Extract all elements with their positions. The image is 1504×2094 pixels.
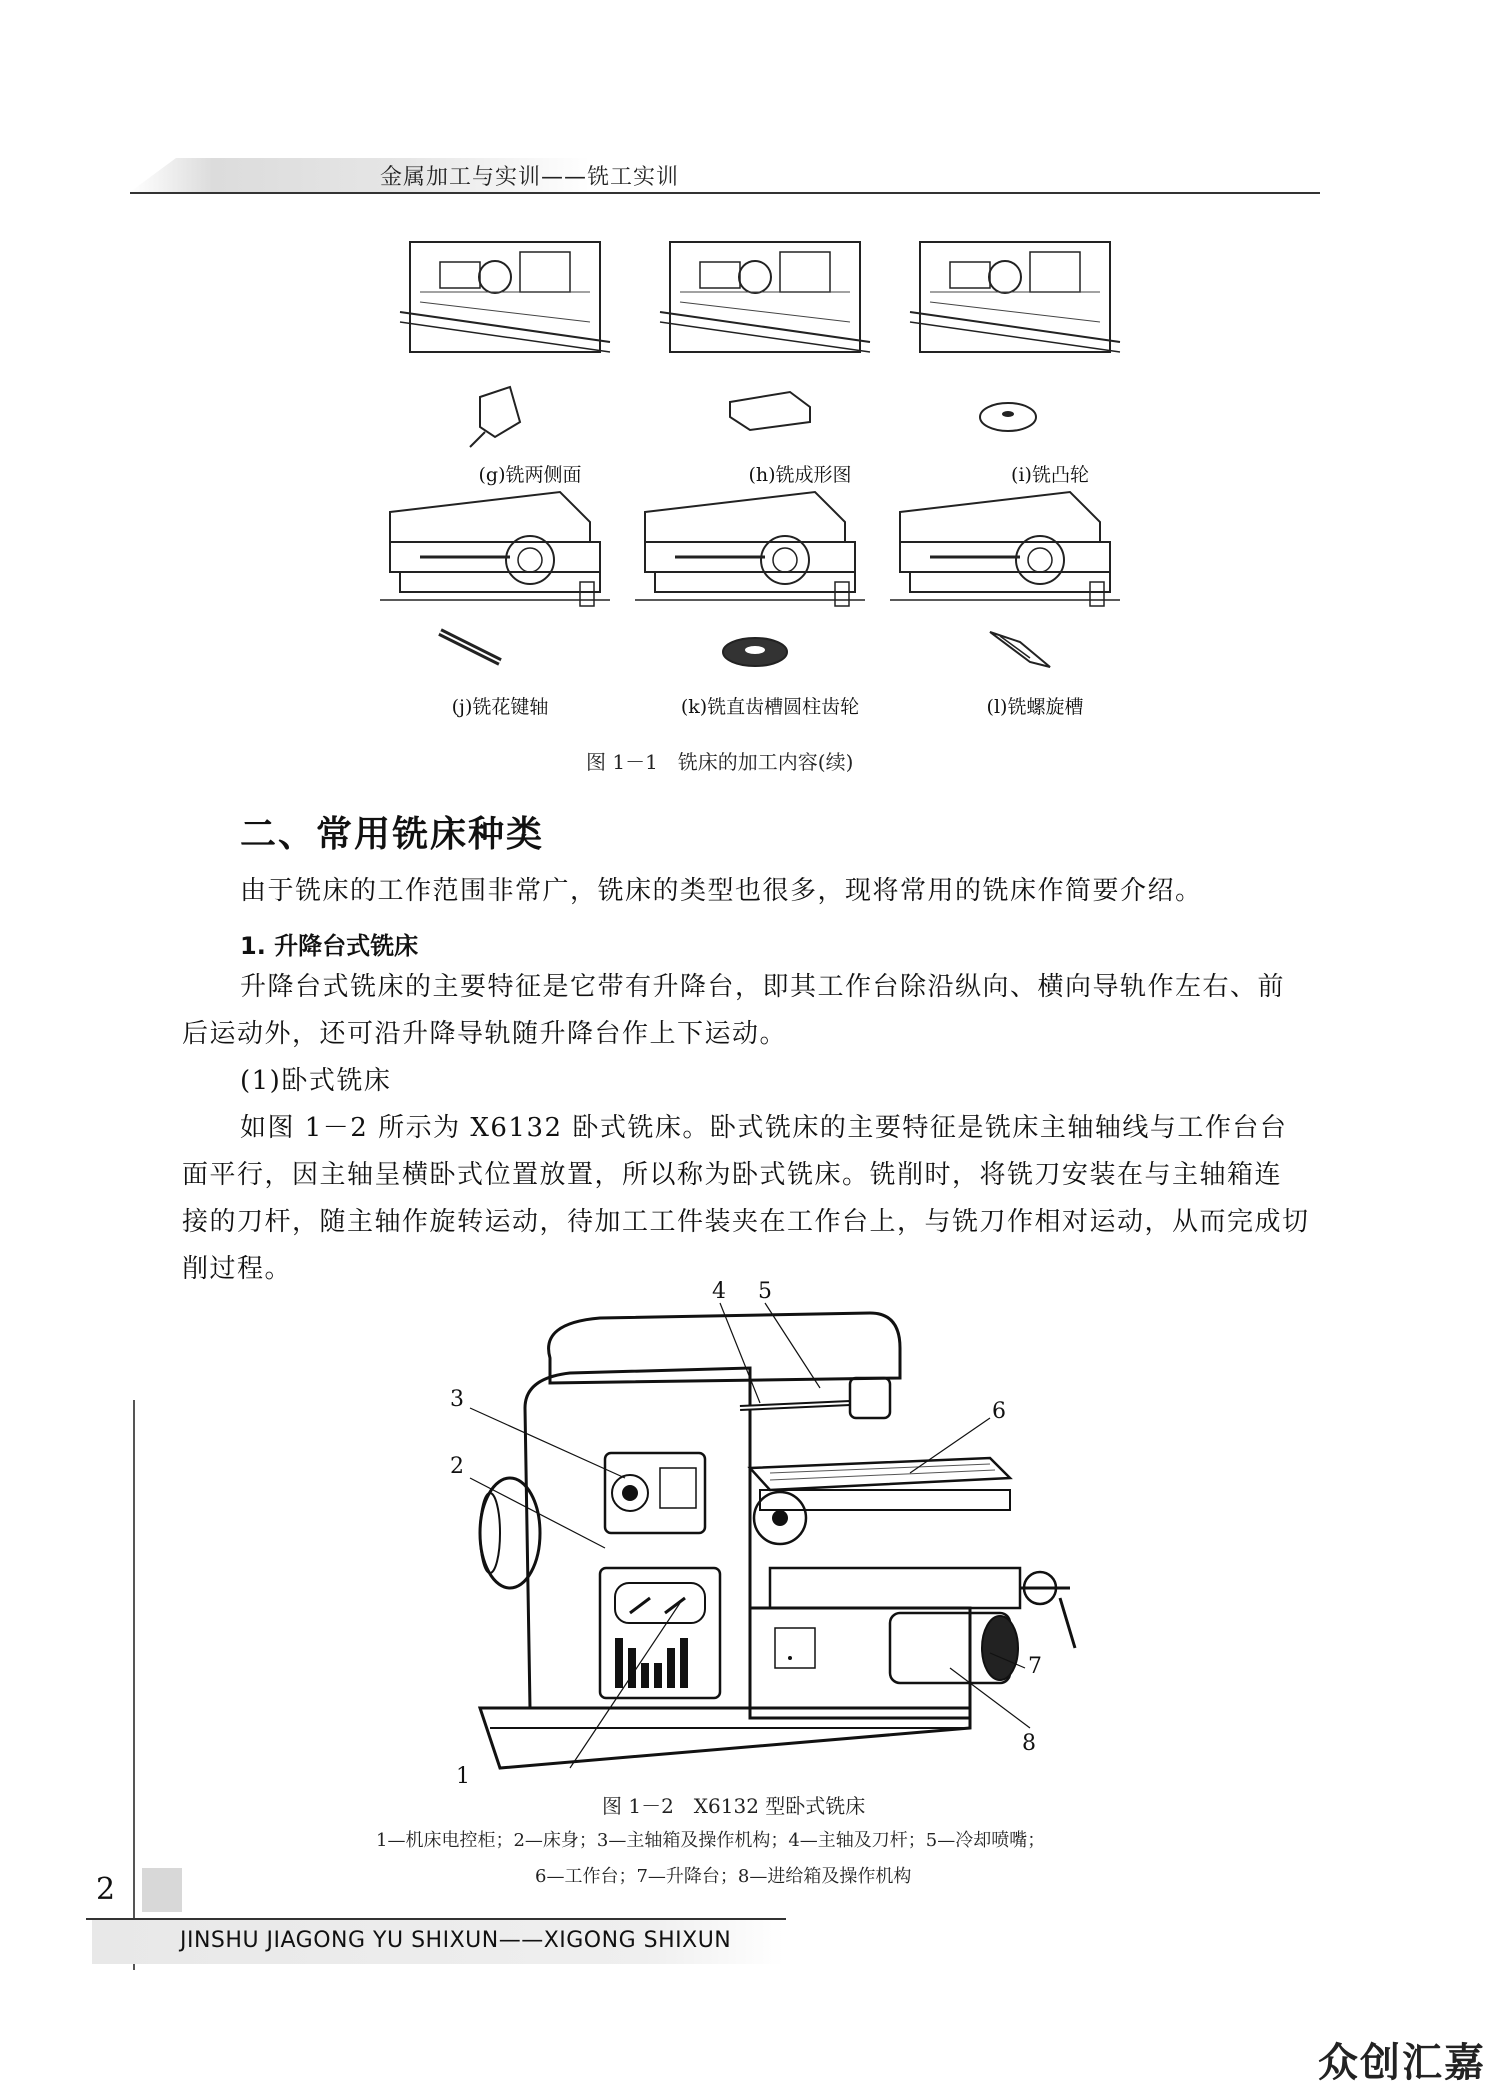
page-number-box	[142, 1868, 182, 1912]
panel-caption-h: (h)铣成形图	[748, 464, 852, 486]
intro-paragraph: 由于铣床的工作范围非常广，铣床的类型也很多，现将常用的铣床作简要介绍。	[240, 876, 1203, 906]
panel-caption-i: (i)铣凸轮	[1011, 464, 1089, 486]
paragraph-2-line-3: 接的刀杆，随主轴作旋转运动，待加工工件装夹在工作台上，与铣刀作相对运动，从而完成切	[182, 1207, 1310, 1237]
paragraph-2-line-4: 削过程。	[182, 1254, 293, 1284]
workpiece-i	[980, 403, 1036, 431]
figure-1-2-legend-line-1: 1—机床电控柜；2—床身；3—主轴箱及操作机构；4—主轴及刀杆；5—冷却喷嘴；	[376, 1830, 1046, 1851]
panel-l-machine	[890, 492, 1120, 606]
panel-caption-j: (j)铣花键轴	[451, 696, 549, 718]
footer-vertical-rule	[133, 1400, 135, 1970]
callout-1: 1	[456, 1764, 470, 1788]
workpiece-l	[990, 632, 1050, 667]
section-heading: 二、常用铣床种类	[240, 814, 545, 855]
footer-rule	[86, 1918, 786, 1920]
paragraph-1-line-2: 后运动外，还可沿升降导轨随升降台作上下运动。	[182, 1019, 788, 1049]
callout-6: 6	[992, 1399, 1006, 1424]
figure-1-2-illustration	[430, 1268, 1080, 1788]
figure-1-2-legend-line-2: 6—工作台；7—升降台；8—进给箱及操作机构	[535, 1866, 912, 1887]
workpiece-g	[470, 387, 520, 447]
workpiece-k	[723, 638, 787, 666]
panel-g-machine	[400, 242, 610, 352]
figure-1-1-caption: 图 1－1 铣床的加工内容(续)	[586, 750, 854, 774]
figure-1-2-caption: 图 1－2 X6132 型卧式铣床	[602, 1794, 866, 1818]
page-number: 2	[96, 1872, 116, 1907]
panel-caption-g: (g)铣两侧面	[478, 464, 582, 486]
callout-2: 2	[450, 1454, 464, 1479]
workpiece-j	[440, 632, 500, 662]
callout-3: 3	[450, 1387, 464, 1412]
watermark-text: 众创汇嘉	[1318, 2040, 1486, 2086]
panel-h-machine	[660, 242, 870, 352]
callout-8: 8	[1022, 1731, 1036, 1756]
paragraph-2-line-1: 如图 1－2 所示为 X6132 卧式铣床。卧式铣床的主要特征是铣床主轴轴线与工作台台	[240, 1113, 1288, 1143]
subheading-horizontal-mill: (1)卧式铣床	[240, 1066, 392, 1096]
panel-i-machine	[910, 242, 1120, 352]
paragraph-1-line-1: 升降台式铣床的主要特征是它带有升降台，即其工作台除沿纵向、横向导轨作左右、前	[240, 972, 1286, 1002]
header-rule	[130, 192, 1320, 194]
subheading-lift-table-mill: 1. 升降台式铣床	[240, 932, 419, 960]
callout-5: 5	[758, 1279, 772, 1304]
panel-caption-l: (l)铣螺旋槽	[986, 696, 1084, 718]
panel-j-machine	[380, 492, 610, 606]
callout-4: 4	[712, 1279, 726, 1304]
running-header-title: 金属加工与实训——铣工实训	[380, 165, 680, 190]
callout-7: 7	[1028, 1654, 1042, 1679]
footer-running-title: JINSHU JIAGONG YU SHIXUN——XIGONG SHIXUN	[180, 1928, 732, 1953]
paragraph-2-line-2: 面平行，因主轴呈横卧式位置放置，所以称为卧式铣床。铣削时，将铣刀安装在与主轴箱连	[182, 1160, 1283, 1190]
workpiece-h	[730, 392, 810, 430]
panel-k-machine	[635, 492, 865, 606]
panel-caption-k: (k)铣直齿槽圆柱齿轮	[680, 696, 860, 718]
